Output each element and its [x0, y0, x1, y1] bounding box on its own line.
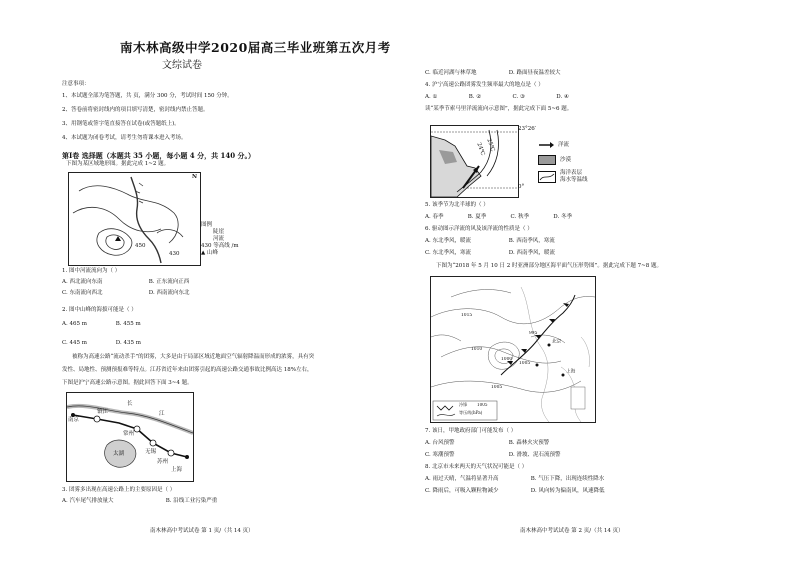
isobar-label: 1015 — [461, 313, 473, 318]
city-label: 北京 — [552, 339, 562, 345]
isotherm-label: 24℃ — [475, 142, 486, 157]
option: B. 森林火灾预警 — [508, 440, 550, 446]
section-intro: 下图为某区域地形图。据此完成 1~2 题。 — [66, 161, 170, 167]
legend-front: 冷锋 — [459, 403, 468, 408]
passage-line: 发性、局地性、预测预报难等特点。江苏省近年来由团雾引起的高速公路交通事故比例高达 18%左右， — [62, 367, 313, 373]
legend-river: 河流 — [213, 236, 225, 242]
option: A. ① — [425, 94, 438, 100]
contour-label: 450 — [135, 243, 146, 249]
option: C. 临近河湖与林草地 — [425, 70, 477, 76]
option: D. ④ — [556, 94, 569, 100]
legend-cliff: 陡崖 — [213, 229, 225, 235]
city-label: 无锡 — [145, 449, 157, 455]
city-label: 南京 — [68, 417, 80, 423]
option: D. 西南季风，暖流 — [508, 250, 555, 256]
question-text: 3. 团雾多出现在高速公路上的主要原因是（ ） — [62, 487, 176, 493]
lake-label: 太湖 — [113, 451, 125, 457]
option: D. 路面昼夜温差较大 — [508, 70, 561, 76]
north-arrow-label: N — [191, 174, 197, 180]
question-text: 5. 该季节为北半球的（ ） — [425, 202, 489, 208]
option: A. 东北季风，暖流 — [425, 238, 471, 244]
question-text: 7. 该日，甲地政府部门可能发布（ ） — [425, 428, 517, 434]
option: A. 雨过天晴，气温将显著升高 — [425, 476, 499, 482]
intro-7-8: 下图为“2018 年 5 月 10 日 2 时亚洲部分地区海平面气压形势图”。据此完成下题 7~8 题。 — [436, 263, 662, 269]
lat-label-equator: 0° — [518, 184, 525, 190]
map1-legend — [201, 222, 239, 257]
legend-title: 图例 — [201, 222, 213, 228]
legend-isotherm-b: 海水等温线 — [560, 177, 588, 183]
map3-legend — [538, 138, 588, 186]
option: C. 东南流向西北 — [62, 290, 103, 296]
option: D. 滑坡、泥石流预警 — [508, 452, 561, 458]
option: B. ② — [468, 94, 482, 100]
note-item: 4、本试题为闭卷考试，请考生勿将课本进入考场。 — [62, 135, 187, 141]
notes-heading: 注意事项： — [62, 81, 90, 87]
topographic-map-svg — [69, 173, 200, 265]
city-label: 常州 — [123, 431, 135, 437]
option: C. ③ — [512, 94, 525, 100]
intro-5-6: 读“某季节索马里洋流流向示意图”，据此完成下面 5~6 题。 — [425, 106, 573, 112]
questions-5-6 — [425, 202, 572, 257]
isobar-label: 1000 — [501, 357, 513, 362]
option: D. 风向转为偏南风，风速降低 — [530, 488, 605, 494]
isobar-label: 1010 — [471, 347, 483, 352]
passage — [62, 354, 314, 387]
legend-isotherm-a: 海洋表层 — [560, 170, 583, 176]
option: B. 沿线工业污染严重 — [165, 498, 218, 504]
topographic-map — [68, 172, 201, 266]
note-item: 1、本试题全部为笔答题，共 页，满分 300 分，考试时间 150 分钟。 — [62, 93, 233, 99]
option: D. 435 m — [115, 340, 141, 346]
legend-peak: ▲ 山峰 — [201, 250, 218, 256]
question-3 — [62, 487, 217, 505]
isobar-label: 995 — [529, 331, 538, 336]
option: A. 465 m — [62, 321, 87, 327]
isotherm-legend-icon — [538, 171, 556, 183]
option: B. 455 m — [115, 321, 141, 327]
passage-line: 被称为高速公路“流动杀手”的团雾，大多是由于局部区域近地面空气辐射降温而形成的浓雾，具有突 — [72, 354, 315, 360]
legend-contour: 430 等高线 /m — [201, 243, 239, 249]
passage-line: 下图是沪宁高速公路示意图。据此回答下面 3~4 题。 — [62, 380, 193, 386]
legend-isobar: 等压线(hPa) — [459, 411, 483, 416]
somali-current-svg — [431, 126, 518, 197]
pressure-map — [430, 276, 596, 423]
highway-map — [66, 392, 194, 482]
legend-current: 洋流 — [558, 141, 570, 148]
question-text: 4. 沪宁高速公路团雾发生频率最大的地点是（ ） — [425, 82, 544, 88]
option: B. 气压下降，出现连续性降水 — [530, 476, 605, 482]
footer-left: 南木林高中考试试卷 第 1 页/（共 14 页） — [150, 528, 254, 534]
footer-right: 南木林高中考试试卷 第 2 页/（共 14 页） — [520, 528, 624, 534]
note-item: 3、用钢笔或签字笔直接答在试卷(或答题纸上)。 — [62, 121, 180, 127]
option: B. 夏季 — [467, 214, 487, 220]
option: A. 春季 — [425, 214, 444, 220]
city-label: 上海 — [566, 369, 576, 375]
question-text: 1. 图中河流流向为（ ） — [62, 268, 121, 274]
somali-current-map — [430, 125, 519, 198]
legend-isobar-value: 1005 — [477, 403, 488, 408]
current-legend-icon — [538, 141, 554, 149]
isobar-label: 1005 — [519, 361, 531, 366]
option: D. 冬季 — [553, 214, 572, 220]
question-3-cont — [425, 70, 572, 113]
option: C. 445 m — [62, 340, 87, 346]
page-subtitle: 文综试卷 — [162, 60, 202, 71]
question-1 — [62, 268, 189, 297]
city-label: 上海 — [171, 467, 183, 473]
legend-desert: 沙漠 — [560, 156, 572, 163]
river-label: 长 — [127, 401, 133, 407]
option: C. 秋季 — [510, 214, 530, 220]
river-label: 江 — [159, 411, 165, 417]
question-2 — [62, 307, 141, 347]
page-title: 南木林高级中学2020届高三毕业班第五次月考 — [120, 40, 391, 55]
note-item: 2、答卷前将密封线内的项目填写清楚，密封线内禁止答题。 — [62, 107, 209, 113]
lat-label-top: 23°26′ — [518, 126, 536, 132]
question-text: 8. 北京市未来两天的天气状况可能是（ ） — [425, 464, 528, 470]
option: A. 西北流向东南 — [62, 279, 103, 285]
isobar-label: 1005 — [491, 385, 503, 390]
isotherm-label: 25℃ — [485, 138, 496, 153]
option: D. 西南流向东北 — [148, 290, 190, 296]
question-text: 2. 图中山峰的海拔可能是（ ） — [62, 307, 137, 313]
option: A. 汽车尾气排放量大 — [62, 498, 114, 504]
questions-7-8 — [425, 428, 604, 495]
contour-label: 430 — [169, 251, 180, 257]
option: B. 正东流向正西 — [148, 279, 190, 285]
option: B. 西南季风，寒流 — [508, 238, 555, 244]
section-heading: 第Ⅰ卷 选择题（本题共 35 小题，每小题 4 分，共 140 分。） — [62, 151, 256, 160]
question-text: 6. 驱动图示洋流的风及该洋流的性质是（ ） — [425, 226, 533, 232]
city-label: 镇江 — [97, 409, 109, 415]
pressure-map-svg — [431, 277, 595, 422]
notes — [62, 81, 233, 142]
city-label: 苏州 — [157, 459, 169, 465]
desert-legend-swatch — [538, 155, 556, 165]
option: A. 台风预警 — [425, 440, 455, 446]
option: C. 寒潮预警 — [425, 452, 455, 458]
option: C. 降雨后，可吸入颗粒物减少 — [425, 488, 499, 494]
option: C. 东北季风，寒流 — [425, 250, 472, 256]
